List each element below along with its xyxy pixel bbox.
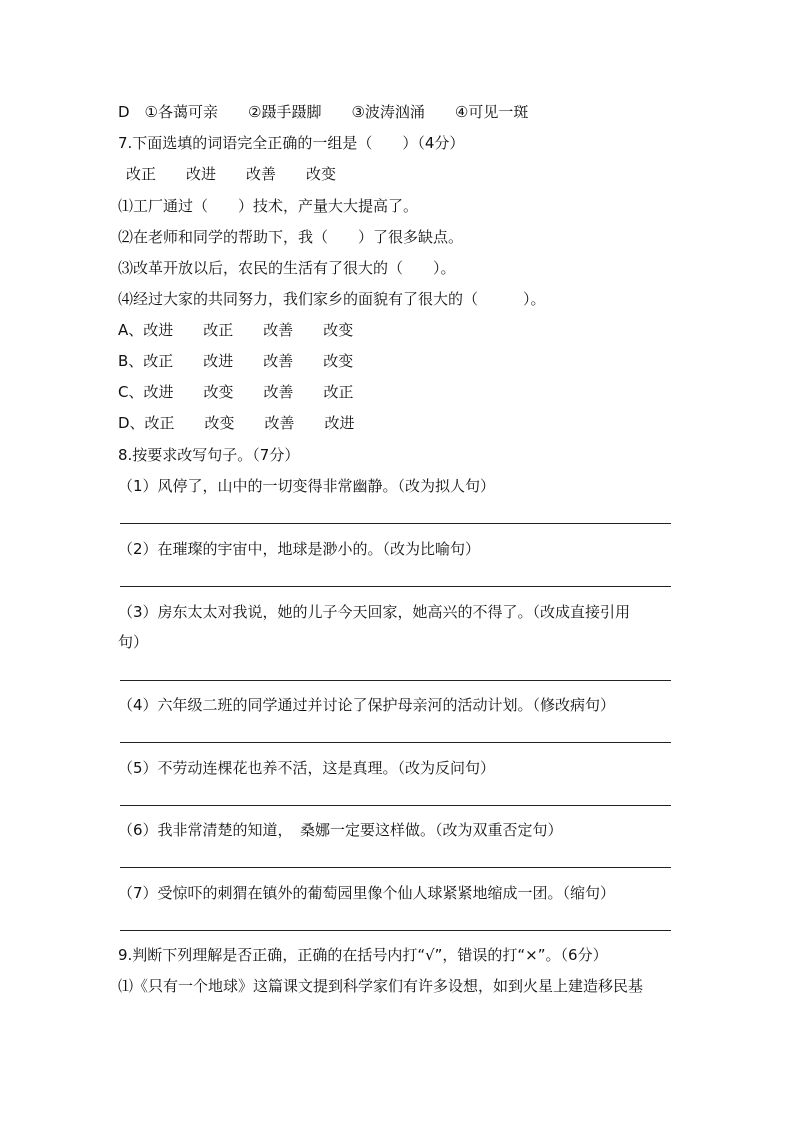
- q9-item-1: ⑴《只有一个地球》这篇课文提到科学家们有许多设想，如到火星上建造移民基: [118, 977, 644, 995]
- q8-item-3: （3）房东太太对我说，她的儿子今天回家，她高兴的不得了。（改成直接引用: [118, 603, 631, 621]
- q9-title: 9.判断下列理解是否正确，正确的在括号内打“√”，错误的打“×”。（6分）: [118, 946, 608, 964]
- q8-answer-line-7[interactable]: [120, 930, 671, 931]
- q7-item-2: ⑵在老师和同学的帮助下，我（ ）了很多缺点。: [118, 228, 464, 246]
- q8-item-4: （4）六年级二班的同学通过并讨论了保护母亲河的活动计划。（修改病句）: [118, 696, 616, 714]
- q7-item-4: ⑷经过大家的共同努力，我们家乡的面貌有了很大的（ ）。: [118, 290, 546, 308]
- q8-answer-line-2[interactable]: [120, 586, 671, 587]
- q7-item-3: ⑶改革开放以后，农民的生活有了很大的（ ）。: [118, 259, 456, 277]
- q7-option-a: A、改进 改正 改善 改变: [118, 321, 354, 339]
- q7-option-c: C、改进 改变 改善 改正: [118, 383, 354, 401]
- q6-option-d: D ①各蔼可亲 ②蹑手蹑脚 ③波涛汹涌 ④可见一斑: [118, 103, 529, 121]
- q8-answer-line-3[interactable]: [120, 680, 671, 681]
- q8-answer-line-4[interactable]: [120, 742, 671, 743]
- q8-item-5: （5）不劳动连棵花也养不活，这是真理。（改为反问句）: [118, 759, 496, 777]
- q7-option-d: D、改正 改变 改善 改进: [118, 414, 355, 432]
- q8-answer-line-5[interactable]: [120, 805, 671, 806]
- q8-item-1: （1）风停了，山中的一切变得非常幽静。（改为拟人句）: [118, 477, 496, 495]
- q7-option-b: B、改正 改进 改善 改变: [118, 352, 354, 370]
- q8-item-7: （7）受惊吓的刺猬在镇外的葡萄园里像个仙人球紧紧地缩成一团。（缩句）: [118, 884, 616, 902]
- q8-item-6: （6）我非常清楚的知道， 桑娜一定要这样做。（改为双重否定句）: [118, 821, 563, 839]
- q8-title: 8.按要求改写句子。（7分）: [118, 446, 300, 464]
- q7-title: 7.下面选填的词语完全正确的一组是（ ）（4分）: [118, 134, 465, 152]
- q7-item-1: ⑴工厂通过（ ）技术，产量大大提高了。: [118, 197, 419, 215]
- q7-word-bank: 改正 改进 改善 改变: [126, 165, 337, 183]
- q8-answer-line-1[interactable]: [120, 523, 671, 524]
- q8-item-3-continued: 句）: [118, 633, 149, 651]
- q8-answer-line-6[interactable]: [120, 867, 671, 868]
- q8-item-2: （2）在璀璨的宇宙中，地球是渺小的。（改为比喻句）: [118, 540, 481, 558]
